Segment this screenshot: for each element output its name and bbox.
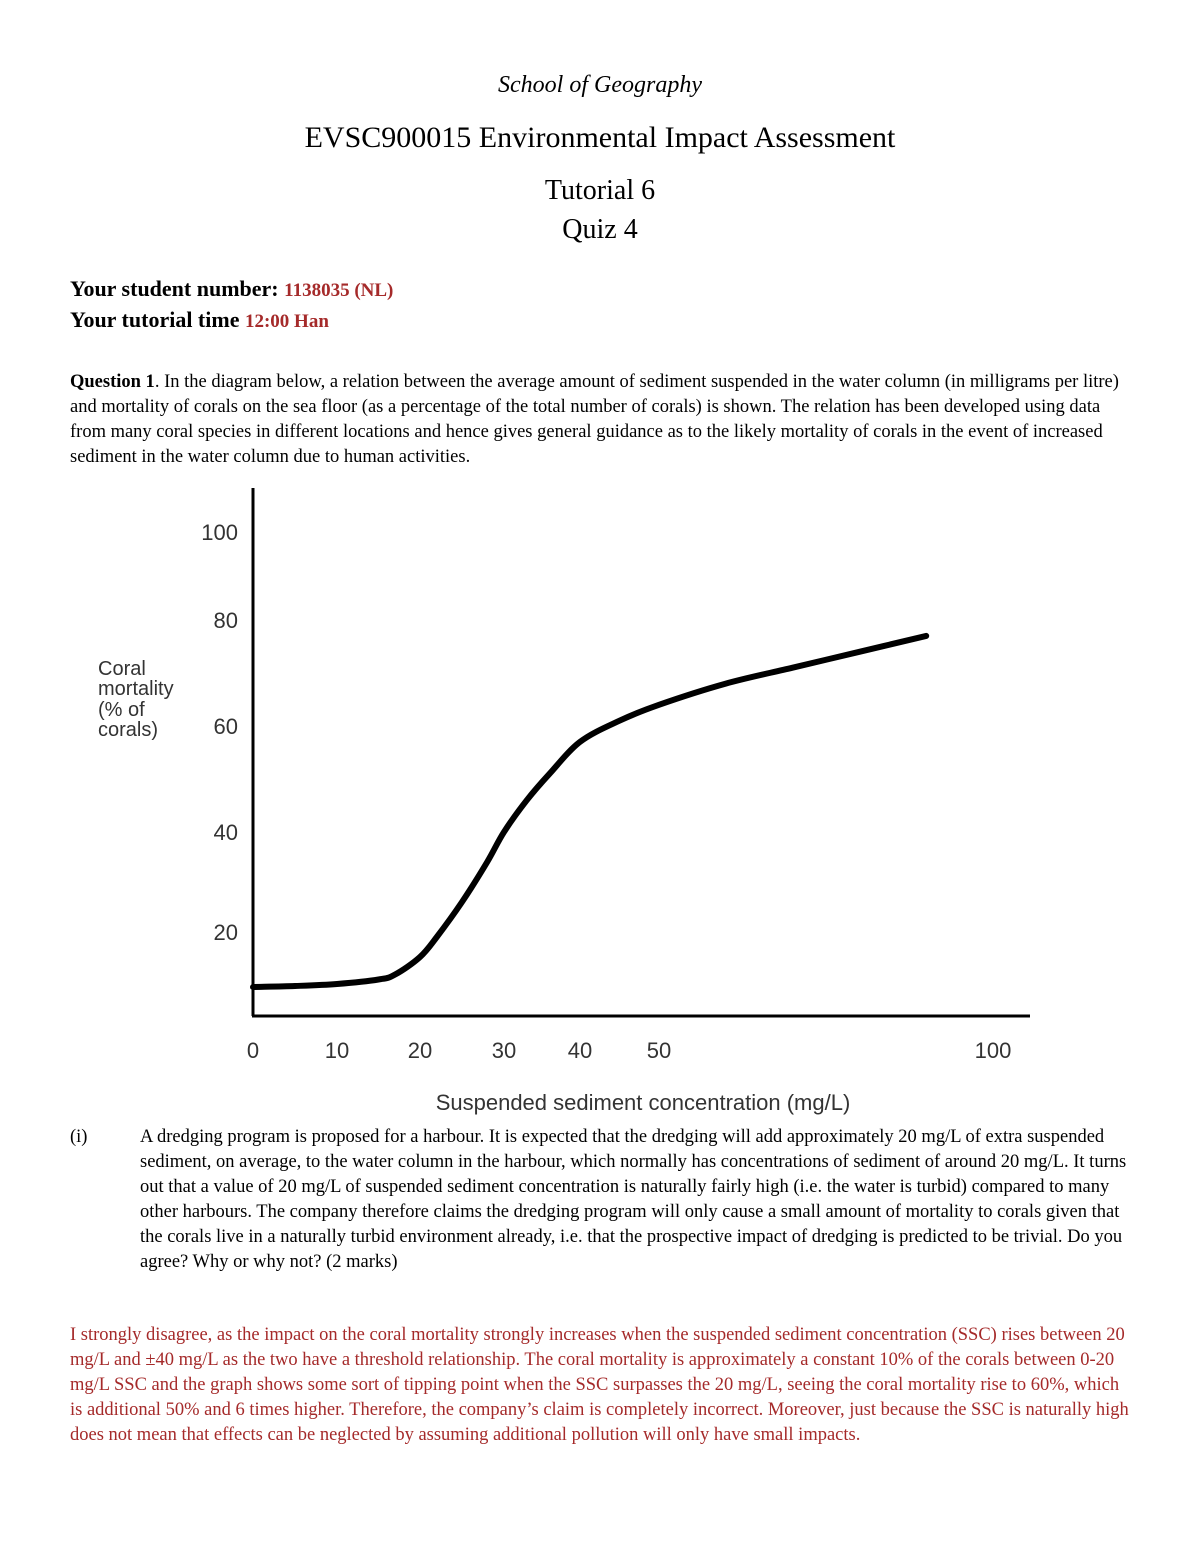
x-tick-label: 20 <box>407 1038 433 1063</box>
x-tick-label: 10 <box>324 1038 350 1063</box>
y-axis-label <box>98 658 174 741</box>
tutorial-time-field <box>70 307 329 333</box>
x-axis-label: Suspended sediment concentration (mg/L) <box>435 1090 851 1115</box>
tutorial-time-label: Your tutorial time <box>70 307 240 332</box>
quiz-label: Quiz 4 <box>562 214 638 245</box>
mortality-chart <box>0 480 1200 1120</box>
part-i-number: (i) <box>70 1127 88 1147</box>
student-number-label: Your student number: <box>70 276 279 301</box>
x-tick-label: 30 <box>491 1038 517 1063</box>
y-tick-label: 80 <box>213 608 238 633</box>
tutorial-time-value: 12:00 Han <box>244 311 329 332</box>
x-tick-label: 0 <box>246 1038 260 1063</box>
question-1-label: Question 1 <box>70 372 155 392</box>
y-tick-label: 20 <box>213 920 238 945</box>
y-ticks <box>201 520 238 945</box>
x-tick-label: 40 <box>567 1038 593 1063</box>
y-label-line: Coral <box>98 658 146 680</box>
y-tick-label: 40 <box>213 820 238 845</box>
tutorial-label: Tutorial 6 <box>544 175 656 206</box>
y-label-line: mortality <box>98 678 174 700</box>
mortality-curve <box>253 636 926 987</box>
x-tick-label: 100 <box>974 1038 1012 1063</box>
y-label-line: (% of <box>98 699 145 721</box>
school-name: School of Geography <box>498 72 702 98</box>
x-tick-label: 50 <box>646 1038 672 1063</box>
student-number-value: 1138035 (NL) <box>284 280 394 301</box>
answer-text: I strongly disagree, as the impact on the coral mortality strongly increases when the suspended sediment concentration (SSC) rises between 20 mg/L and ±40 mg/L as the two have a threshold relationship. The coral mortality is approximately a constant 10% of the corals between 0-20 mg/L SSC and the graph shows some sort of tipping point when the SSC surpasses the 20 mg/L, seeing the coral mortality rise to 60%, which is additional 50% and 6 times higher. Therefore, the company’s claim is completely incorrect. Moreover, just because the SSC is naturally high does not mean that effects can be neglected by assuming additional pollution will only have small impacts. <box>70 1325 1129 1445</box>
y-label-line: corals) <box>98 719 159 741</box>
question-1 <box>70 370 1130 470</box>
student-number-field <box>70 276 393 302</box>
question-1-text: . In the diagram below, a relation between the average amount of sediment suspended in the water column (in milligrams per litre) and mortality of corals on the sea floor (as a percentage of the total number of corals) is shown. The relation has been developed using data from many coral species in different locations and hence gives general guidance as to the likely mortality of corals in the event of increased sediment in the water column due to human activities. <box>70 372 1119 467</box>
x-ticks <box>247 1038 1011 1063</box>
y-tick-label: 60 <box>213 714 238 739</box>
y-tick-label: 100 <box>201 520 238 545</box>
part-i-text: A dredging program is proposed for a harbour. It is expected that the dredging will add approximately 20 mg/L of extra suspended sediment, on average, to the water column in the harbour, which normally has concentrations of sediment of around 20 mg/L. It turns out that a value of 20 mg/L of suspended sediment concentration is naturally fairly high (i.e. the water is turbid) compared to many other harbours. The company therefore claims the dredging program will only cause a small amount of mortality to corals given that the corals live in a naturally turbid environment already, i.e. that the prospective impact of dredging is predicted to be trivial. Do you agree? Why or why not? (2 marks) <box>140 1127 1127 1272</box>
course-title: EVSC900015 Environmental Impact Assessment <box>304 121 896 154</box>
